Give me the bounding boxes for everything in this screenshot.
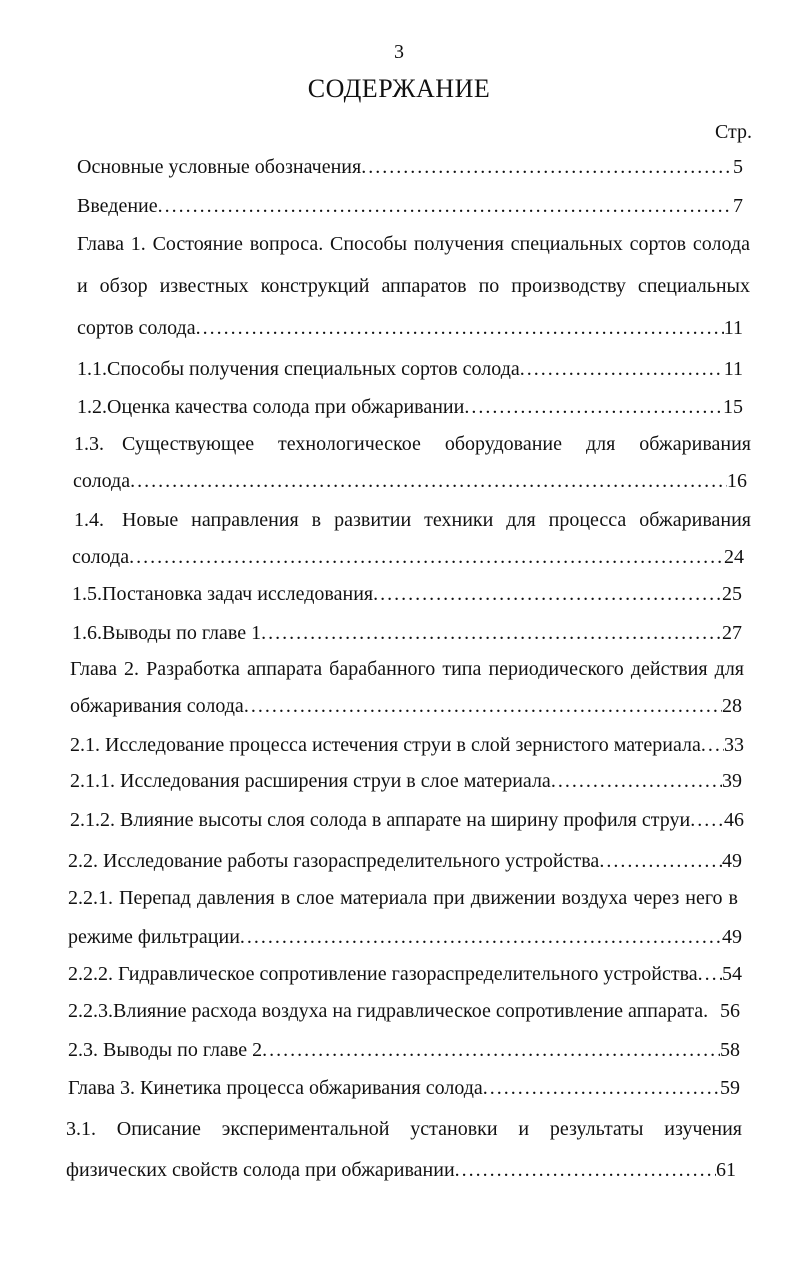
toc-entry[interactable]: режиме фильтрации ..... 49	[68, 925, 742, 949]
leader-dots	[261, 621, 722, 645]
toc-entry[interactable]: 1.5. Постановка задач исследования ..... 25	[72, 582, 742, 606]
toc-entry-line: Глава 2. Разработка аппарата барабанного типа периодического действия для	[70, 658, 744, 680]
leader-dots	[464, 395, 723, 419]
leader-dots	[690, 808, 724, 832]
toc-entry[interactable]: 2.3. Выводы по главе 2 ..... 58	[68, 1038, 740, 1062]
toc-entry[interactable]: 2.2.2. Гидравлическое сопротивление газораспределительного устройства ..... 54	[68, 962, 742, 986]
toc-entry[interactable]: обжаривания солода ..... 28	[70, 694, 742, 718]
toc-entry[interactable]: Глава 3. Кинетика процесса обжаривания солода ..... 59	[68, 1076, 740, 1100]
toc-entry-line: 1.3. Существующее технологическое оборудование для обжаривания	[74, 433, 751, 455]
leader-dots	[520, 357, 724, 381]
toc-entry[interactable]: Основные условные обозначения ..... 5	[77, 155, 743, 179]
leader-dots	[244, 694, 722, 718]
toc-entry[interactable]: солода ..... 16	[73, 469, 747, 493]
toc-entry[interactable]: солода ..... 24	[72, 545, 744, 569]
toc-entry[interactable]: 2.1.2. Влияние высоты слоя солода в аппарате на ширину профиля струи ..... 46	[70, 808, 744, 832]
toc-entry[interactable]: 1.1. Способы получения специальных сортов солода ..... 11	[77, 357, 743, 381]
toc-entry-line: Глава 1. Состояние вопроса. Способы получения специальных сортов солода	[77, 233, 750, 255]
leader-dots	[551, 769, 722, 793]
leader-dots	[483, 1076, 720, 1100]
leader-dots	[361, 155, 733, 179]
leader-dots	[130, 469, 727, 493]
toc-entry[interactable]: 2.2. Исследование работы газораспределительного устройства ..... 49	[68, 849, 742, 873]
toc-entry-line: 2.2.1. Перепад давления в слое материала при движении воздуха через него в	[68, 887, 738, 909]
toc-entry[interactable]: 1.2. Оценка качества солода при обжаривании ..... 15	[77, 395, 743, 419]
leader-dots	[455, 1158, 716, 1182]
toc-entry[interactable]: сортов солода ..... 11	[77, 316, 743, 340]
leader-dots	[373, 582, 722, 606]
toc-entry[interactable]: 2.2.3.Влияние расхода воздуха на гидравлическое сопротивление аппарата. 56	[68, 1000, 740, 1022]
leader-dots	[158, 194, 733, 218]
toc-entry-line: 1.4. Новые направления в развитии техники для процесса обжаривания	[74, 509, 751, 531]
page-title: СОДЕРЖАНИЕ	[307, 74, 491, 103]
toc-entry[interactable]: физических свойств солода при обжаривании ..... 61	[66, 1158, 736, 1182]
page-column-header: Стр.	[714, 121, 752, 143]
leader-dots	[599, 849, 722, 873]
toc-entry-line: и обзор известных конструкций аппаратов по производству специальных	[77, 275, 750, 297]
toc-entry[interactable]: 1.6. Выводы по главе 1 ..... 27	[72, 621, 742, 645]
toc-entry[interactable]: 2.1. Исследование процесса истечения струи в слой зернистого материала ..... 33	[70, 733, 744, 757]
leader-dots	[196, 316, 724, 340]
toc-entry-line: 3.1. Описание экспериментальной установки и результаты изучения	[66, 1118, 742, 1140]
toc-entry[interactable]: 2.1.1. Исследования расширения струи в слое материала ..... 39	[70, 769, 742, 793]
toc-entry[interactable]: Введение ..... 7	[77, 194, 743, 218]
page-number: 3	[394, 41, 404, 63]
leader-dots	[129, 545, 724, 569]
leader-dots	[262, 1038, 720, 1062]
leader-dots	[698, 962, 722, 986]
leader-dots	[701, 733, 724, 757]
leader-dots	[240, 925, 722, 949]
